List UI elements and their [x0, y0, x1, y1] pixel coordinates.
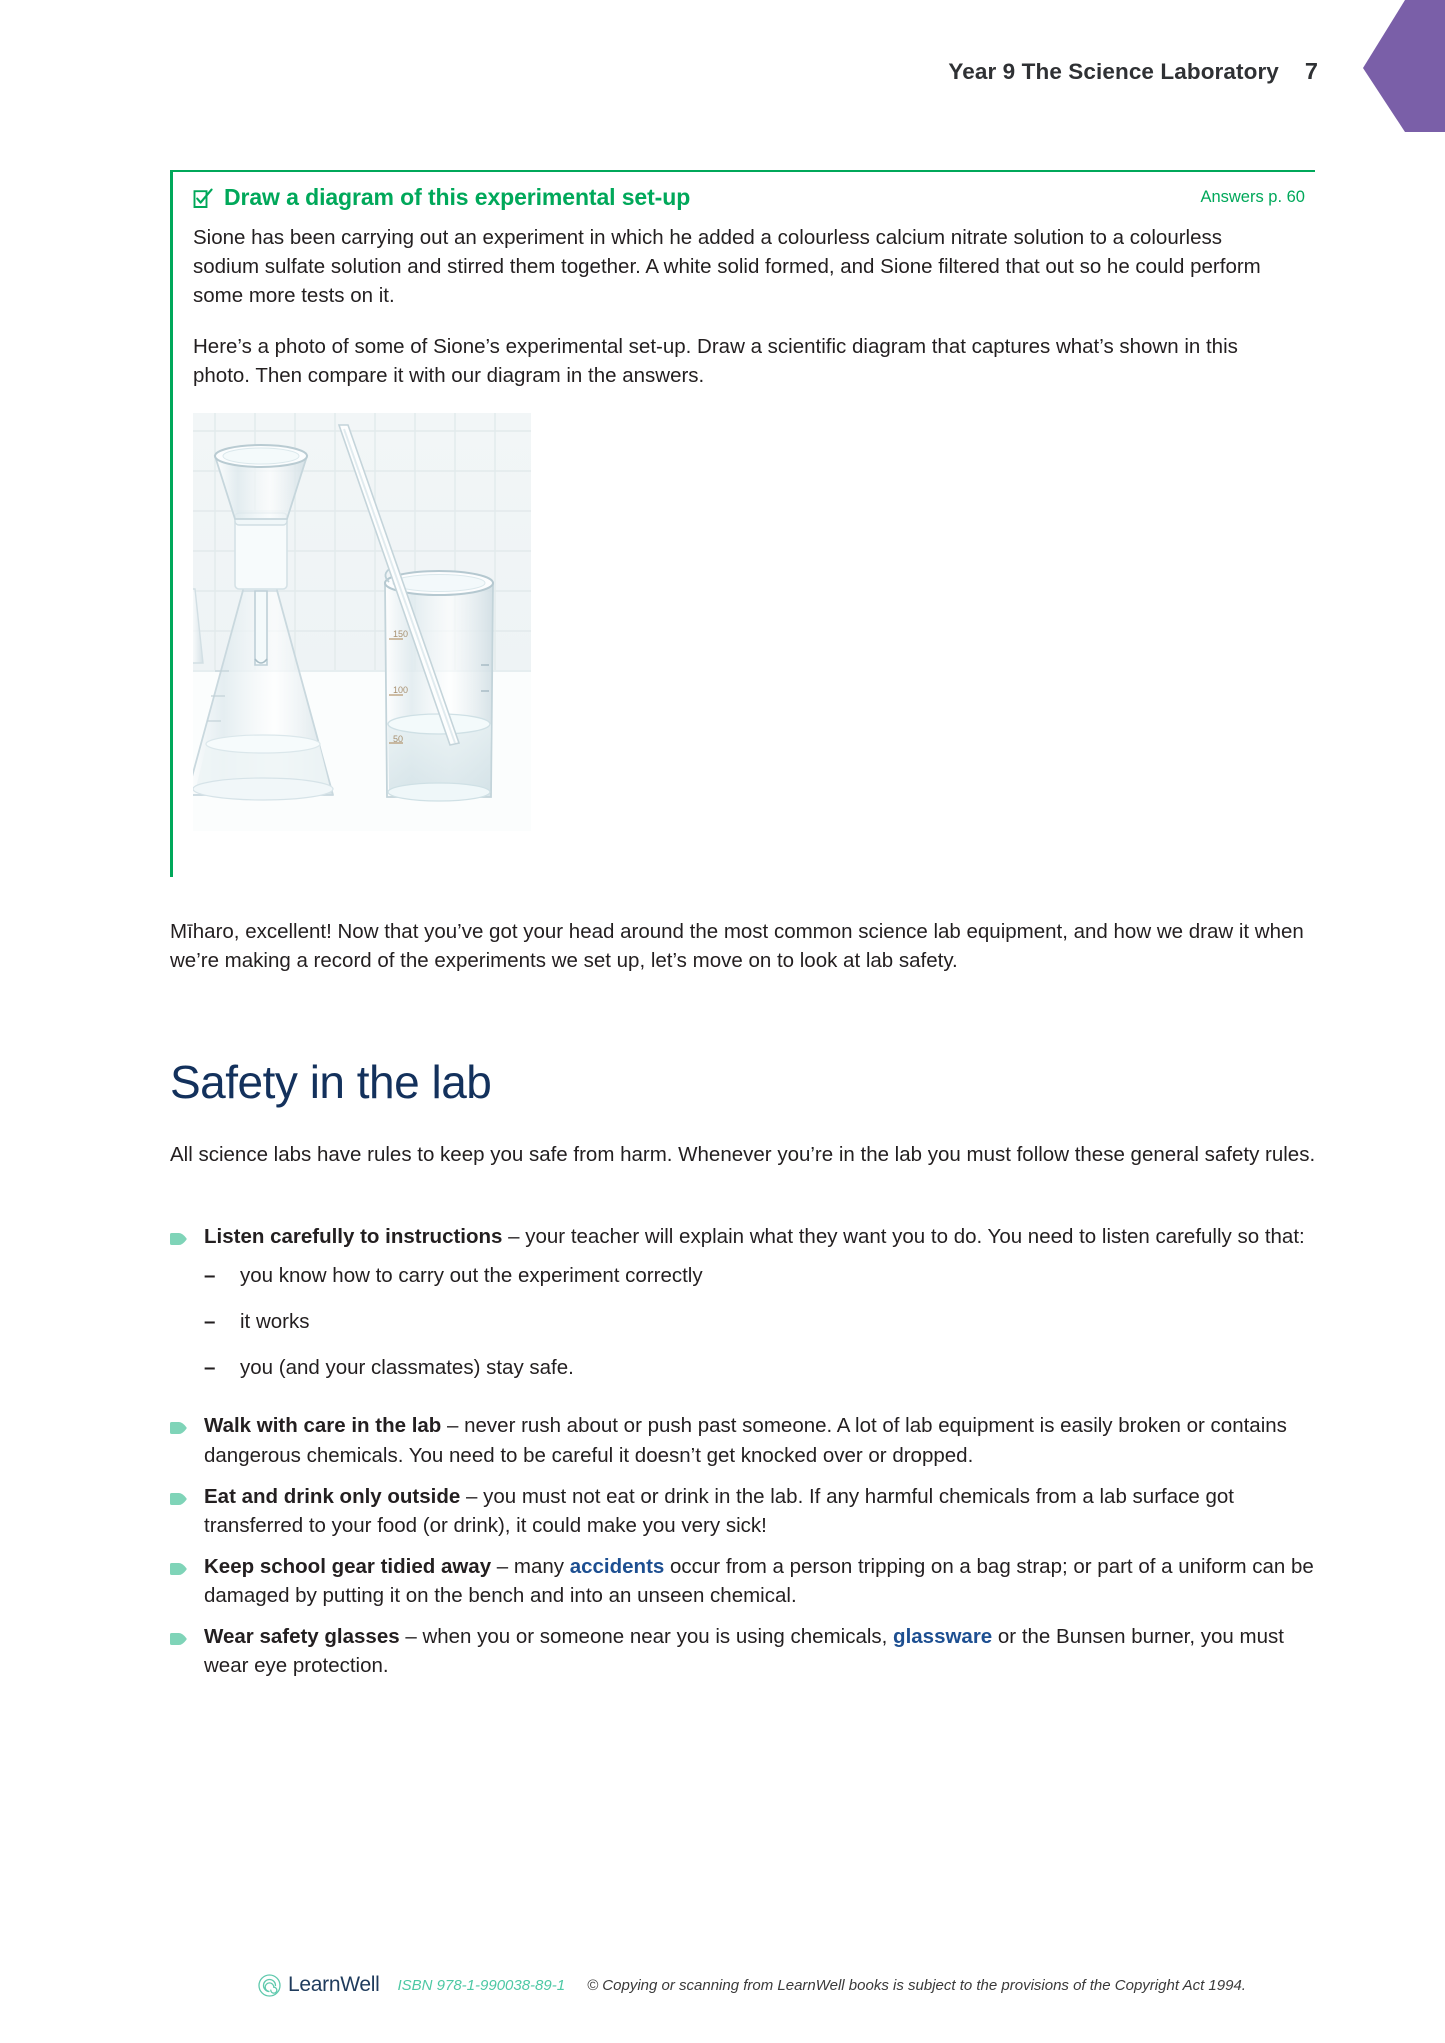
- rule-dash: –: [460, 1484, 484, 1508]
- rule-body: your teacher will explain what they want you to do. You need to listen carefully so that:: [525, 1225, 1305, 1248]
- activity-title: Draw a diagram of this experimental set-up: [224, 184, 691, 210]
- page-footer: [258, 1973, 1246, 1997]
- checkbox-ticked-icon: [193, 188, 214, 209]
- rule-keyword: Eat and drink only outside: [204, 1484, 461, 1508]
- narrative-paragraph: Mīharo, excellent! Now that you’ve got your head around the most common science lab equipment, and how we draw it when we’re making a record of the experiments we set up, let’s move on to look at lab safety.: [170, 920, 1304, 973]
- dash-bullet-icon: –: [204, 1310, 216, 1334]
- list-item-text: [204, 1482, 1320, 1540]
- list-item: [170, 1552, 1320, 1610]
- rule-keyword: Wear safety glasses: [204, 1625, 400, 1649]
- dash-bullet-icon: –: [204, 1356, 216, 1380]
- sub-list-item: [204, 1261, 1320, 1290]
- sub-list: [204, 1261, 1320, 1382]
- rule-body-after: occur from a person tripping on a bag strap; or part of a uniform can be damaged by putting it on the bench and into an unseen chemical.: [204, 1554, 1314, 1607]
- svg-text:150: 150: [393, 628, 409, 639]
- lab-equipment-photo: [193, 413, 531, 831]
- sub-list-item: [204, 1307, 1320, 1336]
- rule-keyword: Walk with care in the lab: [204, 1414, 442, 1438]
- arrow-bullet-icon: [170, 1622, 204, 1645]
- list-item: [170, 1482, 1320, 1540]
- activity-header: [173, 184, 1315, 211]
- sub-list-item-text: it works: [240, 1310, 310, 1334]
- list-item-text: [204, 1222, 1320, 1399]
- rule-body-before: when you or someone near you is using chemicals,: [422, 1625, 894, 1649]
- activity-paragraph-2: Here’s a photo of some of Sione’s experimental set-up. Draw a scientific diagram that captures what’s shown in this photo. Then compare it with our diagram in the answers.: [193, 335, 1238, 388]
- section-heading: Safety in the lab: [170, 1056, 492, 1108]
- rule-body-before: many: [513, 1554, 570, 1578]
- list-item: [170, 1222, 1320, 1399]
- svg-text:50: 50: [393, 733, 404, 744]
- footer-copyright: © Copying or scanning from LearnWell books is subject to the provisions of the Copyright Act 1994.: [587, 1976, 1246, 1994]
- page-header: [948, 58, 1318, 85]
- sub-list-item-text: you know how to carry out the experiment correctly: [240, 1264, 703, 1288]
- arrow-bullet-icon: [170, 1222, 204, 1245]
- arrow-bullet-icon: [170, 1482, 204, 1505]
- learnwell-wordmark: LearnWell: [288, 1973, 380, 1996]
- list-item: [170, 1411, 1320, 1469]
- glossary-term-glassware[interactable]: glassware: [893, 1625, 993, 1649]
- activity-body: [173, 223, 1315, 391]
- spiral-icon: [258, 1974, 281, 1997]
- safety-rules-list: [170, 1222, 1320, 1692]
- page-title: Year 9 The Science Laboratory: [948, 59, 1279, 84]
- answers-reference: Answers p. 60: [1200, 187, 1305, 206]
- sub-list-item-text: you (and your classmates) stay safe.: [240, 1356, 574, 1380]
- rule-dash: –: [399, 1625, 423, 1649]
- activity-box: [170, 170, 1315, 877]
- page-edge-tab: [1353, 0, 1445, 132]
- rule-body: you must not eat or drink in the lab. If any harmful chemicals from a lab surface got transferred to your food (or drink), it could make you very sick!: [204, 1484, 1234, 1537]
- arrow-bullet-icon: [170, 1411, 204, 1434]
- glossary-term-accidents[interactable]: accidents: [569, 1554, 665, 1578]
- learnwell-logo: [258, 1973, 379, 1997]
- list-item-text: [204, 1552, 1320, 1610]
- section-intro-paragraph: All science labs have rules to keep you safe from harm. Whenever you’re in the lab you must follow these general safety rules.: [170, 1143, 1316, 1166]
- list-item: [170, 1622, 1320, 1680]
- rule-keyword: Keep school gear tidied away: [204, 1554, 492, 1578]
- rule-dash: –: [491, 1554, 514, 1578]
- list-item-text: [204, 1411, 1320, 1469]
- svg-text:100: 100: [393, 684, 409, 695]
- rule-dash: –: [502, 1225, 526, 1248]
- rule-body: never rush about or push past someone. A lot of lab equipment is easily broken or contains dangerous chemicals. You need to be careful it doesn’t get knocked over or dropped.: [204, 1414, 1287, 1467]
- sub-list-item: [204, 1353, 1320, 1382]
- rule-keyword: Listen carefully to instructions: [204, 1225, 503, 1248]
- rule-body-after: or the Bunsen burner, you must wear eye protection.: [204, 1625, 1284, 1678]
- footer-isbn: ISBN 978-1-990038-89-1: [397, 1976, 566, 1994]
- activity-paragraph-1: Sione has been carrying out an experiment in which he added a colourless calcium nitrate solution to a colourless sodium sulfate solution and stirred them together. A white solid formed, and Sione filtered that out so he could perform some more tests on it.: [193, 226, 1261, 308]
- dash-bullet-icon: –: [204, 1264, 216, 1288]
- arrow-bullet-icon: [170, 1552, 204, 1575]
- activity-photo-wrapper: [173, 413, 1315, 877]
- list-item-text: [204, 1622, 1320, 1680]
- page-number: 7: [1304, 58, 1318, 84]
- rule-dash: –: [441, 1414, 465, 1438]
